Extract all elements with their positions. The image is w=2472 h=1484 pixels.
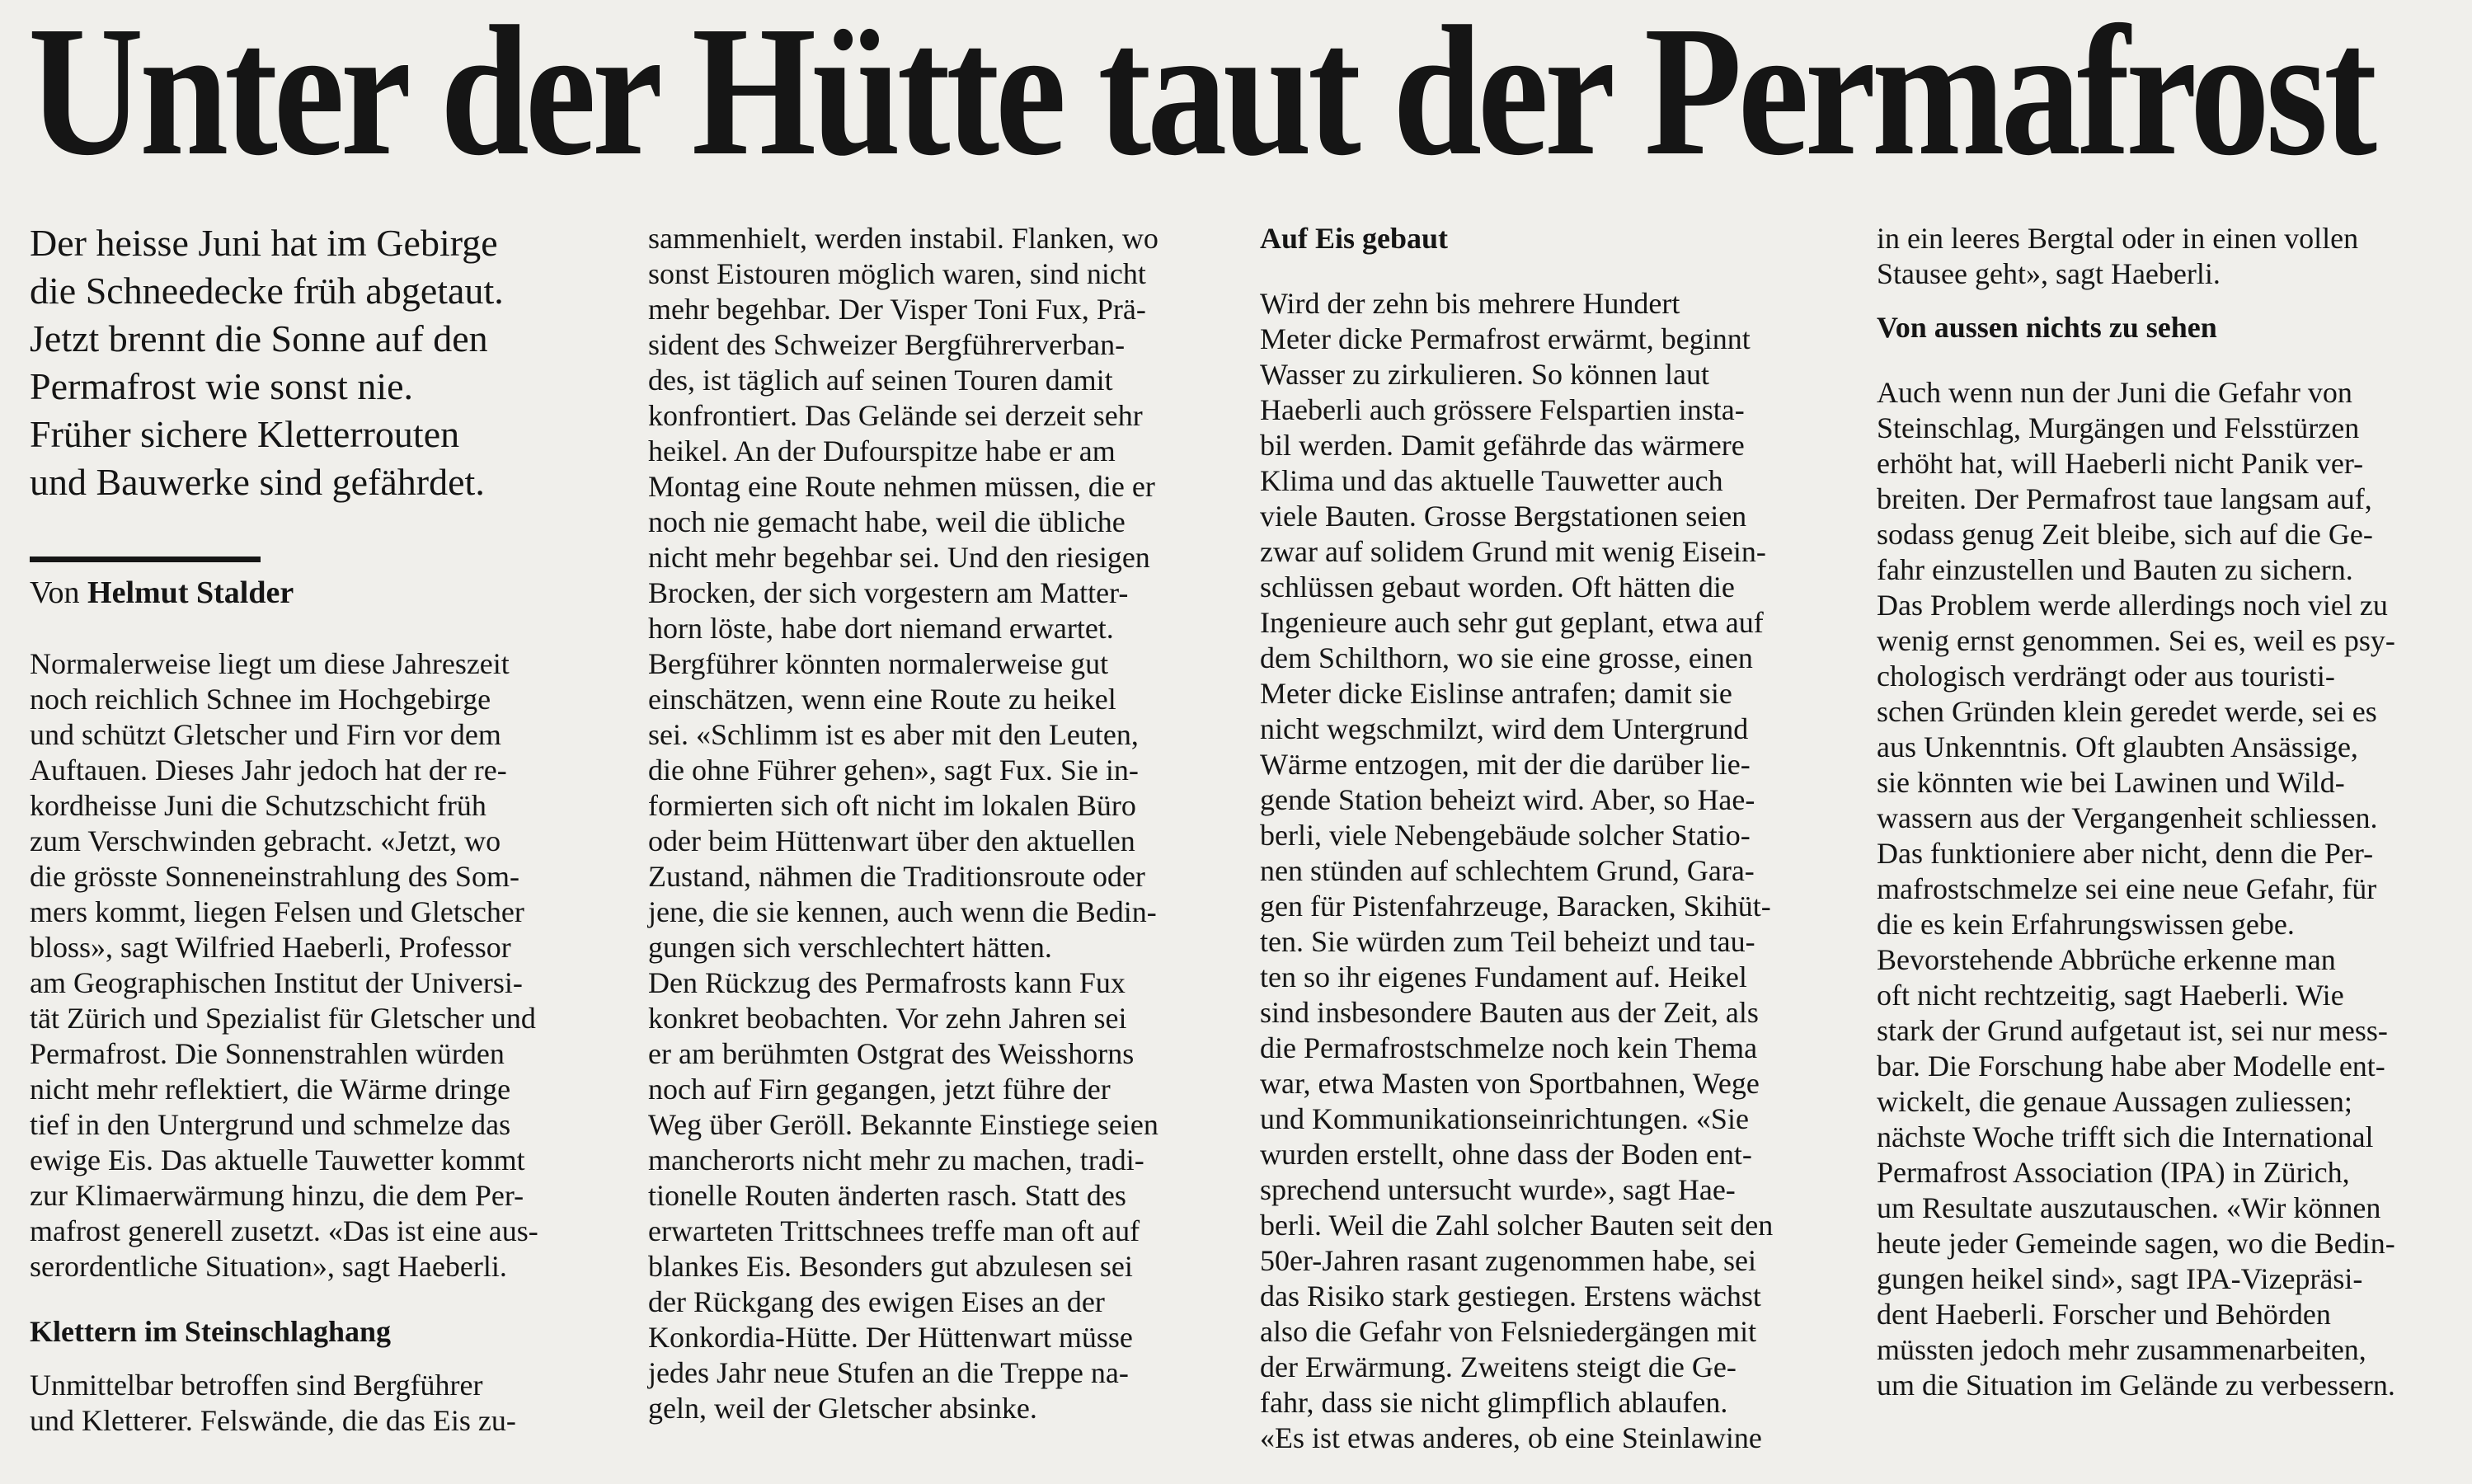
text-line: erwarteten Trittschnees treffe man oft auf — [648, 1214, 1140, 1247]
text-line: am Geographischen Institut der Universi- — [30, 966, 523, 999]
text-line: tät Zürich und Spezialist für Gletscher und — [30, 1002, 536, 1035]
text-line: er am berühmten Ostgrat des Weisshorns — [648, 1037, 1135, 1070]
text-line: schen Gründen klein geredet werde, sei es — [1877, 695, 2377, 728]
text-line: heikel. An der Dufourspitze habe er am — [648, 434, 1116, 467]
text-line: Zustand, nähmen die Traditionsroute oder — [648, 860, 1145, 893]
text-line: Meter dicke Eislinse antrafen; damit sie — [1260, 677, 1732, 710]
text-line: sei. «Schlimm ist es aber mit den Leuten, — [648, 718, 1139, 751]
text-line: Montag eine Route nehmen müssen, die er — [648, 470, 1155, 503]
text-line: sident des Schweizer Bergführerverban- — [648, 328, 1126, 361]
text-line: das Risiko stark gestiegen. Erstens wächst — [1260, 1280, 1761, 1313]
text-line: wassern aus der Vergangenheit schliessen. — [1877, 801, 2378, 834]
byline-prefix: Von — [30, 575, 80, 610]
text-line: noch nie gemacht habe, weil die übliche — [648, 505, 1126, 538]
text-line: dent Haeberli. Forscher und Behörden — [1877, 1298, 2331, 1331]
lead-line: Permafrost wie sonst nie. — [30, 365, 414, 407]
text-line: des, ist täglich auf seinen Touren damit — [648, 364, 1113, 397]
text-line: Permafrost. Die Sonnenstrahlen würden — [30, 1037, 505, 1070]
byline — [30, 574, 294, 612]
text-line: die grösste Sonneneinstrahlung des Som- — [30, 860, 519, 893]
text-line: zwar auf solidem Grund mit wenig Eisein- — [1260, 535, 1766, 568]
text-line: 50er-Jahren rasant zugenommen habe, sei — [1260, 1244, 1757, 1277]
author-rule-divider — [30, 556, 261, 562]
text-line: serordentliche Situation», sagt Haeberli. — [30, 1250, 507, 1283]
spacer — [1877, 292, 2454, 310]
article-column-2 — [648, 221, 1225, 1426]
text-line: ten so ihr eigenes Fundament auf. Heikel — [1260, 960, 1747, 993]
lead-line: Jetzt brennt die Sonne auf den — [30, 317, 488, 359]
text-line: ten. Sie würden zum Teil beheizt und tau- — [1260, 925, 1755, 958]
text-line: einschätzen, wenn eine Route zu heikel — [648, 683, 1116, 716]
text-line: bar. Die Forschung habe aber Modelle ent- — [1877, 1050, 2385, 1082]
text-line: breiten. Der Permafrost taue langsam auf, — [1877, 482, 2372, 515]
subheading: Von aussen nichts zu sehen — [1877, 311, 2217, 344]
text-line: horn löste, habe dort niemand erwartet. — [648, 612, 1114, 645]
text-line: mafrostschmelze sei eine neue Gefahr, für — [1877, 872, 2377, 905]
text-line: sonst Eistouren möglich waren, sind nicht — [648, 257, 1146, 290]
text-line: die ohne Führer gehen», sagt Fux. Sie in- — [648, 754, 1139, 787]
text-line: die Permafrostschmelze noch kein Thema — [1260, 1031, 1758, 1064]
text-line: noch auf Firn gegangen, jetzt führe der — [648, 1073, 1111, 1106]
subheading: Auf Eis gebaut — [1260, 222, 1449, 255]
text-line: oft nicht rechtzeitig, sagt Haeberli. Wie — [1877, 979, 2344, 1012]
lead-paragraph — [30, 219, 607, 506]
text-line: gungen sich verschlechtert hätten. — [648, 931, 1052, 964]
text-line: viele Bauten. Grosse Bergstationen seien — [1260, 500, 1747, 533]
text-line: nächste Woche trifft sich die International — [1877, 1120, 2374, 1153]
text-line: mancherorts nicht mehr zu machen, tradi- — [648, 1144, 1144, 1176]
text-line: wickelt, die genaue Aussagen zuliessen; — [1877, 1085, 2352, 1118]
text-line: Bevorstehende Abbrüche erkenne man — [1877, 943, 2336, 976]
author-name: Helmut Stalder — [87, 575, 294, 610]
text-line: zur Klimaerwärmung hinzu, die dem Per- — [30, 1179, 524, 1212]
text-line: mers kommt, liegen Felsen und Gletscher — [30, 895, 524, 928]
text-line: erhöht hat, will Haeberli nicht Panik ver- — [1877, 447, 2364, 480]
article-column-1 — [30, 646, 607, 1439]
text-line: fahr, dass sie nicht glimpflich ablaufen. — [1260, 1386, 1728, 1419]
text-line: blankes Eis. Besonders gut abzulesen sei — [648, 1250, 1133, 1283]
text-line: mafrost generell zusetzt. «Das ist eine aus- — [30, 1214, 538, 1247]
text-line: war, etwa Masten von Sportbahnen, Wege — [1260, 1067, 1760, 1100]
text-line: Klima und das aktuelle Tauwetter auch — [1260, 464, 1723, 497]
text-line: Das funktioniere aber nicht, denn die Per- — [1877, 837, 2374, 870]
text-line: Auch wenn nun der Juni die Gefahr von — [1877, 376, 2352, 409]
lead-line: Früher sichere Kletterrouten — [30, 413, 460, 455]
lead-line: und Bauwerke sind gefährdet. — [30, 461, 485, 503]
text-line: um die Situation im Gelände zu verbessern. — [1877, 1369, 2395, 1402]
text-line: Bergführer könnten normalerweise gut — [648, 647, 1109, 680]
text-line: kordheisse Juni die Schutzschicht früh — [30, 789, 486, 822]
text-line: «Es ist etwas anderes, ob eine Steinlawine — [1260, 1421, 1762, 1454]
spacer — [1877, 345, 2454, 375]
text-line: dem Schilthorn, wo sie eine grosse, einen — [1260, 641, 1753, 674]
text-line: Stausee geht», sagt Haeberli. — [1877, 257, 2221, 290]
article-column-3 — [1260, 221, 1837, 1456]
text-line: der Erwärmung. Zweitens steigt die Ge- — [1260, 1350, 1737, 1383]
text-line: also die Gefahr von Felsniedergängen mit — [1260, 1315, 1757, 1348]
text-line: Haeberli auch grössere Felspartien insta- — [1260, 393, 1745, 426]
text-line: wenig ernst genommen. Sei es, weil es psy- — [1877, 624, 2395, 657]
text-line: fahr einzustellen und Bauten zu sichern. — [1877, 553, 2353, 586]
text-line: oder beim Hüttenwart über den aktuellen — [648, 824, 1135, 857]
text-line: heute jeder Gemeinde sagen, wo die Bedin- — [1877, 1227, 2395, 1260]
text-line: sprechend untersucht wurde», sagt Hae- — [1260, 1173, 1736, 1206]
text-line: Permafrost Association (IPA) in Zürich, — [1877, 1156, 2350, 1189]
text-line: ewige Eis. Das aktuelle Tauwetter kommt — [30, 1144, 525, 1176]
text-line: Auftauen. Dieses Jahr jedoch hat der re- — [30, 754, 507, 787]
text-line: sammenhielt, werden instabil. Flanken, wo — [648, 222, 1158, 255]
text-line: nicht mehr begehbar sei. Und den riesigen — [648, 541, 1150, 574]
text-line: in ein leeres Bergtal oder in einen vollen — [1877, 222, 2359, 255]
spacer — [30, 1350, 607, 1368]
text-line: gungen heikel sind», sagt IPA-Vizepräsi- — [1877, 1262, 2363, 1295]
lead-line: Der heisse Juni hat im Gebirge — [30, 222, 498, 264]
text-line: und Kletterer. Felswände, die das Eis zu- — [30, 1404, 516, 1437]
text-line: noch reichlich Schnee im Hochgebirge — [30, 683, 491, 716]
text-line: müssten jedoch mehr zusammenarbeiten, — [1877, 1333, 2366, 1366]
text-line: mehr begehbar. Der Visper Toni Fux, Prä- — [648, 293, 1146, 326]
text-line: formierten sich oft nicht im lokalen Büro — [648, 789, 1136, 822]
text-line: Das Problem werde allerdings noch viel zu — [1877, 589, 2388, 622]
text-line: Konkordia-Hütte. Der Hüttenwart müsse — [648, 1321, 1133, 1354]
text-line: geln, weil der Gletscher absinke. — [648, 1392, 1037, 1425]
text-line: sodass genug Zeit bleibe, sich auf die Ge- — [1877, 518, 2373, 551]
text-line: sind insbesondere Bauten aus der Zeit, als — [1260, 996, 1759, 1029]
text-line: berli, viele Nebengebäude solcher Statio- — [1260, 819, 1751, 852]
spacer — [30, 1284, 607, 1314]
text-line: gen für Pistenfahrzeuge, Baracken, Skihüt- — [1260, 890, 1771, 923]
text-line: stark der Grund aufgetaut ist, sei nur mess- — [1877, 1014, 2388, 1047]
text-line: gende Station beheizt wird. Aber, so Hae- — [1260, 783, 1755, 816]
text-line: Wasser zu zirkulieren. So können laut — [1260, 358, 1709, 391]
text-line: nicht mehr reflektiert, die Wärme dringe — [30, 1073, 511, 1106]
text-line: konkret beobachten. Vor zehn Jahren sei — [648, 1002, 1127, 1035]
text-line: und schützt Gletscher und Firn vor dem — [30, 718, 501, 751]
text-line: Den Rückzug des Permafrosts kann Fux — [648, 966, 1126, 999]
text-line: schlüssen gebaut worden. Oft hätten die — [1260, 571, 1735, 603]
text-line: nen stünden auf schlechtem Grund, Gara- — [1260, 854, 1755, 887]
article-column-4 — [1877, 221, 2454, 1403]
text-line: der Rückgang des ewigen Eises an der — [648, 1285, 1105, 1318]
text-line: Normalerweise liegt um diese Jahreszeit — [30, 647, 510, 680]
text-line: Unmittelbar betroffen sind Bergführer — [30, 1369, 483, 1402]
text-line: Weg über Geröll. Bekannte Einstiege seien — [648, 1108, 1158, 1141]
spacer — [1260, 256, 1837, 286]
subheading: Klettern im Steinschlaghang — [30, 1315, 391, 1348]
text-line: wurden erstellt, ohne dass der Boden ent- — [1260, 1138, 1752, 1171]
text-line: Ingenieure auch sehr gut geplant, etwa auf — [1260, 606, 1764, 639]
text-line: konfrontiert. Das Gelände sei derzeit sehr — [648, 399, 1143, 432]
headline: Unter der Hütte taut der Permafrost — [28, 0, 2373, 194]
text-line: Meter dicke Permafrost erwärmt, beginnt — [1260, 322, 1751, 355]
text-line: Wird der zehn bis mehrere Hundert — [1260, 287, 1680, 320]
text-line: nicht wegschmilzt, wird dem Untergrund — [1260, 712, 1749, 745]
text-line: Steinschlag, Murgängen und Felsstürzen — [1877, 411, 2360, 444]
text-line: aus Unkenntnis. Oft glaubten Ansässige, — [1877, 730, 2358, 763]
text-line: Wärme entzogen, mit der die darüber lie- — [1260, 748, 1751, 781]
text-line: zum Verschwinden gebracht. «Jetzt, wo — [30, 824, 501, 857]
text-line: bil werden. Damit gefährde das wärmere — [1260, 429, 1745, 462]
text-line: die es kein Erfahrungswissen gebe. — [1877, 908, 2295, 941]
text-line: chologisch verdrängt oder aus touristi- — [1877, 660, 2335, 693]
lead-line: die Schneedecke früh abgetaut. — [30, 270, 504, 312]
text-line: bloss», sagt Wilfried Haeberli, Professor — [30, 931, 511, 964]
text-line: Brocken, der sich vorgestern am Matter- — [648, 576, 1129, 609]
text-line: jedes Jahr neue Stufen an die Treppe na- — [648, 1356, 1129, 1389]
text-line: und Kommunikationseinrichtungen. «Sie — [1260, 1102, 1749, 1135]
text-line: sie könnten wie bei Lawinen und Wild- — [1877, 766, 2345, 799]
text-line: tief in den Untergrund und schmelze das — [30, 1108, 511, 1141]
text-line: jene, die sie kennen, auch wenn die Bedin- — [648, 895, 1157, 928]
text-line: tionelle Routen änderten rasch. Statt des — [648, 1179, 1126, 1212]
text-line: um Resultate auszutauschen. «Wir können — [1877, 1191, 2381, 1224]
text-line: berli. Weil die Zahl solcher Bauten seit den — [1260, 1209, 1774, 1242]
